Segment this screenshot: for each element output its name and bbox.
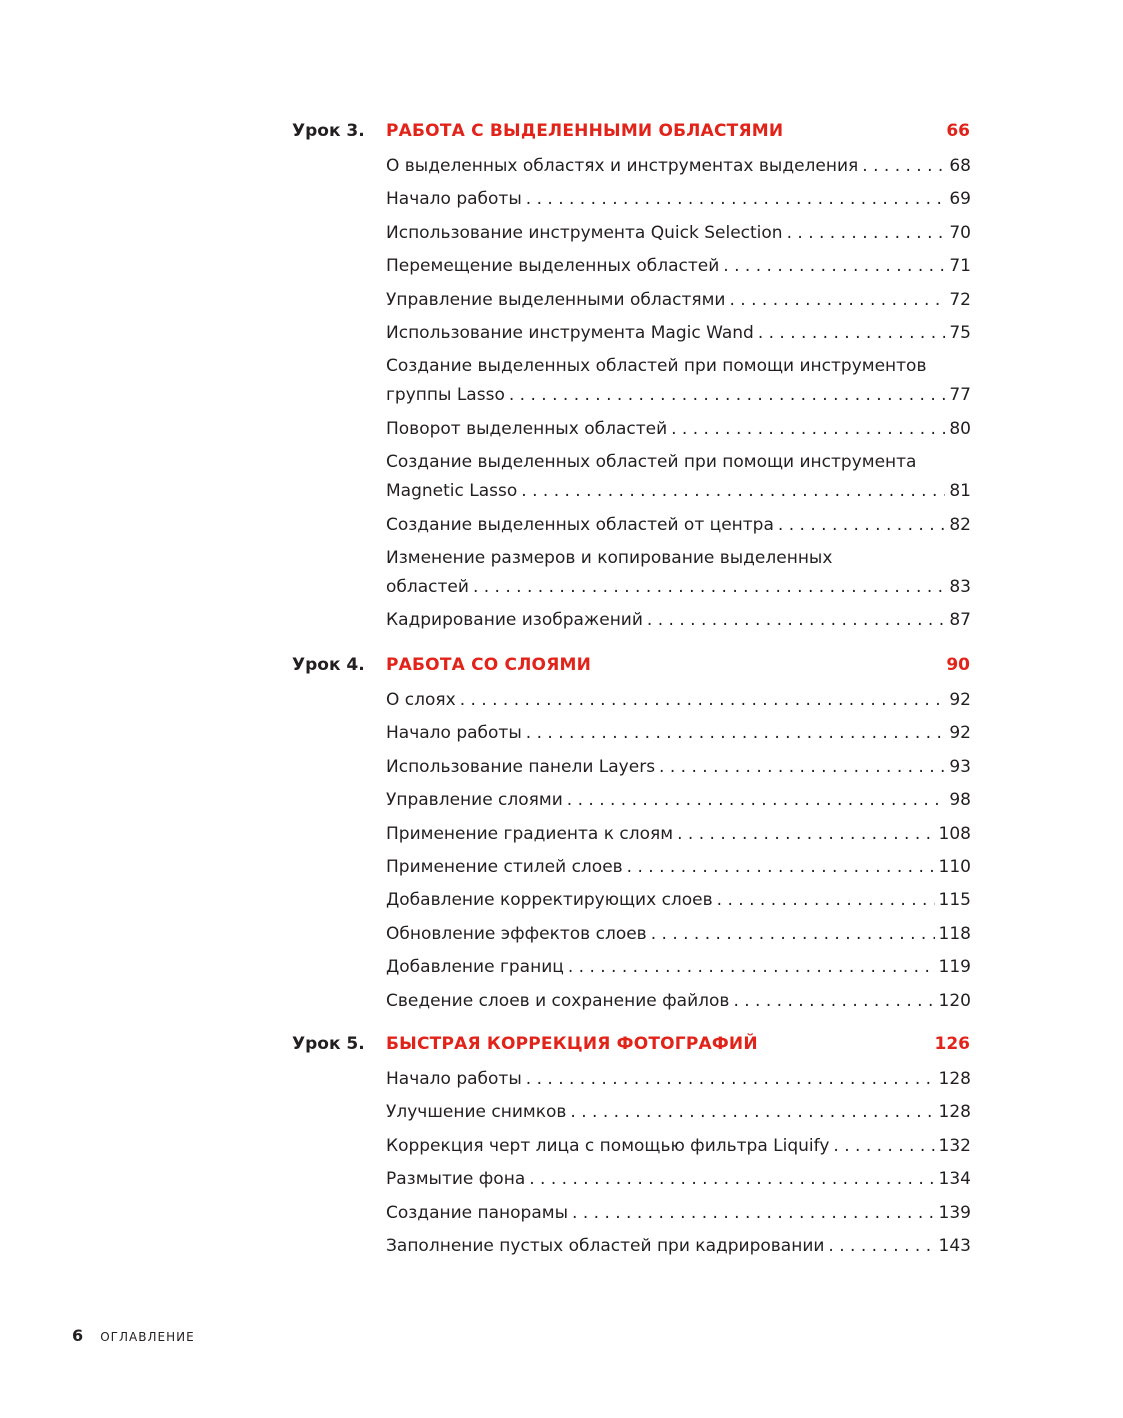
- toc-entry-text: Улучшение снимков: [386, 1102, 567, 1123]
- toc-entry-text: группы Lasso: [386, 385, 505, 406]
- lesson-heading: [0, 1031, 1123, 1065]
- toc-entry-row: [386, 573, 971, 602]
- dot-leader: [460, 686, 946, 715]
- toc-entry-text: Сведение слоев и сохранение файлов: [386, 990, 730, 1011]
- toc-entry[interactable]: [386, 753, 971, 782]
- dot-leader: [567, 786, 946, 815]
- toc-entry-text: Применение стилей слоев: [386, 856, 623, 877]
- toc-entry-text: Размытие фона: [386, 1169, 526, 1190]
- toc-entry-page-number: 81: [949, 481, 971, 502]
- dot-leader: [862, 152, 945, 181]
- toc-entry-page-number: 115: [938, 890, 971, 911]
- dot-leader: [659, 753, 945, 782]
- toc-entry-row: [386, 987, 971, 1016]
- toc-entry-row: [386, 415, 971, 444]
- lesson-page-number: 126: [934, 1034, 970, 1054]
- toc-entry-text: Начало работы: [386, 1069, 522, 1089]
- toc-entry-text-line1: Создание выделенных областей при помощи инструмента: [386, 452, 917, 473]
- dot-leader: [778, 511, 945, 540]
- toc-entry-row: [386, 1065, 971, 1094]
- toc-entry-page-number: 134: [938, 1169, 971, 1190]
- toc-entry[interactable]: [386, 185, 971, 214]
- toc-entry[interactable]: [386, 920, 971, 949]
- dot-leader: [627, 853, 935, 882]
- lesson-page-number: 66: [946, 121, 970, 141]
- toc-entry-text: Заполнение пустых областей при кадрировании: [386, 1235, 825, 1256]
- toc-entry-text: Поворот выделенных областей: [386, 418, 668, 439]
- toc-entry[interactable]: [386, 820, 971, 849]
- toc-entry-page-number: 72: [949, 289, 971, 310]
- lesson-title[interactable]: БЫСТРАЯ КОРРЕКЦИЯ ФОТОГРАФИЙ: [386, 1034, 758, 1054]
- toc-entry[interactable]: [386, 448, 971, 506]
- entry-list: [0, 686, 1123, 1016]
- toc-entry-row: [386, 1098, 971, 1127]
- toc-entry-text: Коррекция черт лица с помощью фильтра Liquify: [386, 1135, 830, 1156]
- toc-entry-row: [386, 477, 971, 506]
- lesson-heading: [0, 118, 1123, 152]
- toc-entry-page-number: 82: [949, 514, 971, 535]
- toc-entry-page-number: 110: [938, 856, 971, 877]
- dot-leader: [733, 987, 934, 1016]
- toc-entry[interactable]: [386, 719, 971, 748]
- toc-entry[interactable]: [386, 953, 971, 982]
- toc-entry[interactable]: [386, 606, 971, 635]
- entry-list: [0, 1065, 1123, 1261]
- toc-entry-text: Начало работы: [386, 723, 522, 744]
- toc-entry-row: [386, 886, 971, 915]
- toc-entry-row: [386, 152, 971, 181]
- dot-leader: [568, 953, 935, 982]
- toc-entry-page-number: 119: [938, 957, 971, 978]
- toc-entry-row: [386, 219, 971, 248]
- entry-list: [0, 152, 1123, 635]
- toc-entry-row: [386, 753, 971, 782]
- dot-leader: [509, 381, 946, 410]
- toc-entry-page-number: 143: [938, 1235, 971, 1256]
- toc-entry-page-number: 92: [949, 690, 971, 710]
- toc-entry-row: [386, 286, 971, 315]
- lesson-section: [0, 1031, 1123, 1265]
- toc-entry-text: Обновление эффектов слоев: [386, 923, 647, 944]
- toc-entry-page-number: 77: [949, 385, 971, 406]
- toc-entry-text: О выделенных областях и инструментах выделения: [386, 156, 859, 176]
- toc-entry-page-number: 132: [938, 1135, 971, 1156]
- dot-leader: [833, 1132, 934, 1161]
- toc-entry-text: Начало работы: [386, 189, 522, 210]
- toc-entry-page-number: 120: [938, 990, 971, 1011]
- toc-entry-row: [386, 252, 971, 281]
- toc-entry[interactable]: [386, 319, 971, 348]
- toc-entry-text: Использование инструмента Magic Wand: [386, 322, 754, 343]
- toc-entry-page-number: 118: [938, 923, 971, 944]
- toc-entry[interactable]: [386, 219, 971, 248]
- toc-entry-text: Создание панорамы: [386, 1202, 569, 1223]
- dot-leader: [758, 319, 946, 348]
- toc-entry[interactable]: [386, 1199, 971, 1228]
- dot-leader: [723, 252, 945, 281]
- toc-entry-text: Управление слоями: [386, 790, 563, 811]
- dot-leader: [572, 1199, 935, 1228]
- dot-leader: [787, 219, 946, 248]
- dot-leader: [521, 477, 945, 506]
- toc-entry-page-number: 83: [949, 576, 971, 597]
- toc-entry-text: Добавление границ: [386, 957, 564, 978]
- toc-entry-text: Кадрирование изображений: [386, 610, 643, 631]
- toc-entry-row: [386, 1232, 971, 1261]
- dot-leader: [677, 820, 934, 849]
- dot-leader: [729, 286, 945, 315]
- lesson-title[interactable]: РАБОТА С ВЫДЕЛЕННЫМИ ОБЛАСТЯМИ: [386, 121, 784, 141]
- toc-entry-page-number: 68: [949, 156, 971, 176]
- toc-entry-page-number: 128: [938, 1102, 971, 1123]
- toc-entry-page-number: 98: [949, 790, 971, 811]
- lesson-page-number: 90: [946, 655, 970, 675]
- toc-entry-page-number: 93: [949, 756, 971, 777]
- toc-entry[interactable]: [386, 987, 971, 1016]
- toc-entry-row: [386, 1165, 971, 1194]
- toc-entry[interactable]: [386, 1098, 971, 1127]
- dot-leader: [671, 415, 945, 444]
- lesson-section: [0, 118, 1123, 640]
- dot-leader: [473, 573, 945, 602]
- toc-entry-row: [386, 1199, 971, 1228]
- dot-leader: [526, 185, 946, 214]
- toc-entry-row: [386, 686, 971, 715]
- toc-entry-text: Применение градиента к слоям: [386, 823, 674, 844]
- toc-entry-page-number: 71: [949, 256, 971, 277]
- toc-entry-row: [386, 719, 971, 748]
- toc-entry-row: [386, 381, 971, 410]
- toc-entry-text: Создание выделенных областей от центра: [386, 514, 774, 535]
- toc-entry[interactable]: [386, 1232, 971, 1261]
- toc-entry-page-number: 139: [938, 1202, 971, 1223]
- toc-entry-text: Использование панели Layers: [386, 756, 656, 777]
- toc-entry-page-number: 87: [949, 610, 971, 631]
- dot-leader: [828, 1232, 934, 1261]
- dot-leader: [529, 1165, 934, 1194]
- dot-leader: [717, 886, 935, 915]
- toc-entry-row: [386, 853, 971, 882]
- toc-entry-row: [386, 920, 971, 949]
- toc-entry-text: Использование инструмента Quick Selection: [386, 222, 783, 243]
- lesson-number: Урок 4.: [292, 655, 365, 675]
- toc-entry[interactable]: [386, 853, 971, 882]
- toc-entry-page-number: 70: [949, 222, 971, 243]
- toc-entry-text: областей: [386, 576, 469, 597]
- toc-entry-text-line1: Создание выделенных областей при помощи инструментов: [386, 356, 927, 377]
- footer-page-number: 6: [72, 1326, 84, 1345]
- toc-entry[interactable]: [386, 1065, 971, 1094]
- toc-entry-row: [386, 786, 971, 815]
- toc-entry[interactable]: [386, 686, 971, 715]
- toc-entry-row: [386, 185, 971, 214]
- toc-entry[interactable]: [386, 286, 971, 315]
- toc-entry-text: Перемещение выделенных областей: [386, 256, 720, 277]
- lesson-number: Урок 3.: [292, 121, 365, 141]
- lesson-title[interactable]: РАБОТА СО СЛОЯМИ: [386, 655, 592, 675]
- toc-entry-page-number: 108: [938, 823, 971, 844]
- footer-section-label: ОГЛАВЛЕНИЕ: [100, 1330, 195, 1344]
- toc-entry[interactable]: [386, 886, 971, 915]
- toc-entry-row: [386, 319, 971, 348]
- lesson-heading: [0, 652, 1123, 686]
- dot-leader: [647, 606, 945, 635]
- toc-entry[interactable]: [386, 511, 971, 540]
- toc-entry-text-line1: Изменение размеров и копирование выделенных: [386, 547, 833, 568]
- dot-leader: [526, 1065, 935, 1094]
- toc-entry[interactable]: [386, 1132, 971, 1161]
- toc-entry-text: Добавление корректирующих слоев: [386, 890, 713, 911]
- toc-entry-text: Управление выделенными областями: [386, 289, 726, 310]
- toc-entry-page-number: 69: [949, 189, 971, 210]
- dot-leader: [651, 920, 935, 949]
- dot-leader: [526, 719, 946, 748]
- toc-entry-page-number: 128: [938, 1069, 971, 1089]
- toc-entry-text: Magnetic Lasso: [386, 481, 518, 502]
- dot-leader: [570, 1098, 934, 1127]
- lesson-number: Урок 5.: [292, 1034, 365, 1054]
- toc-entry-page-number: 75: [949, 322, 971, 343]
- toc-entry[interactable]: [386, 786, 971, 815]
- toc-entry[interactable]: [386, 544, 971, 602]
- toc-entry-row: [386, 820, 971, 849]
- toc-entry[interactable]: [386, 352, 971, 410]
- page-footer: [72, 1326, 195, 1345]
- toc-entry[interactable]: [386, 152, 971, 181]
- toc-entry-row: [386, 953, 971, 982]
- toc-entry-page-number: 80: [949, 418, 971, 439]
- toc-entry[interactable]: [386, 415, 971, 444]
- toc-entry[interactable]: [386, 252, 971, 281]
- toc-entry-page-number: 92: [949, 723, 971, 744]
- toc-entry-row: [386, 606, 971, 635]
- toc-entry-text: О слоях: [386, 690, 456, 710]
- lesson-section: [0, 652, 1123, 1020]
- toc-entry[interactable]: [386, 1165, 971, 1194]
- toc-entry-row: [386, 511, 971, 540]
- toc-entry-row: [386, 1132, 971, 1161]
